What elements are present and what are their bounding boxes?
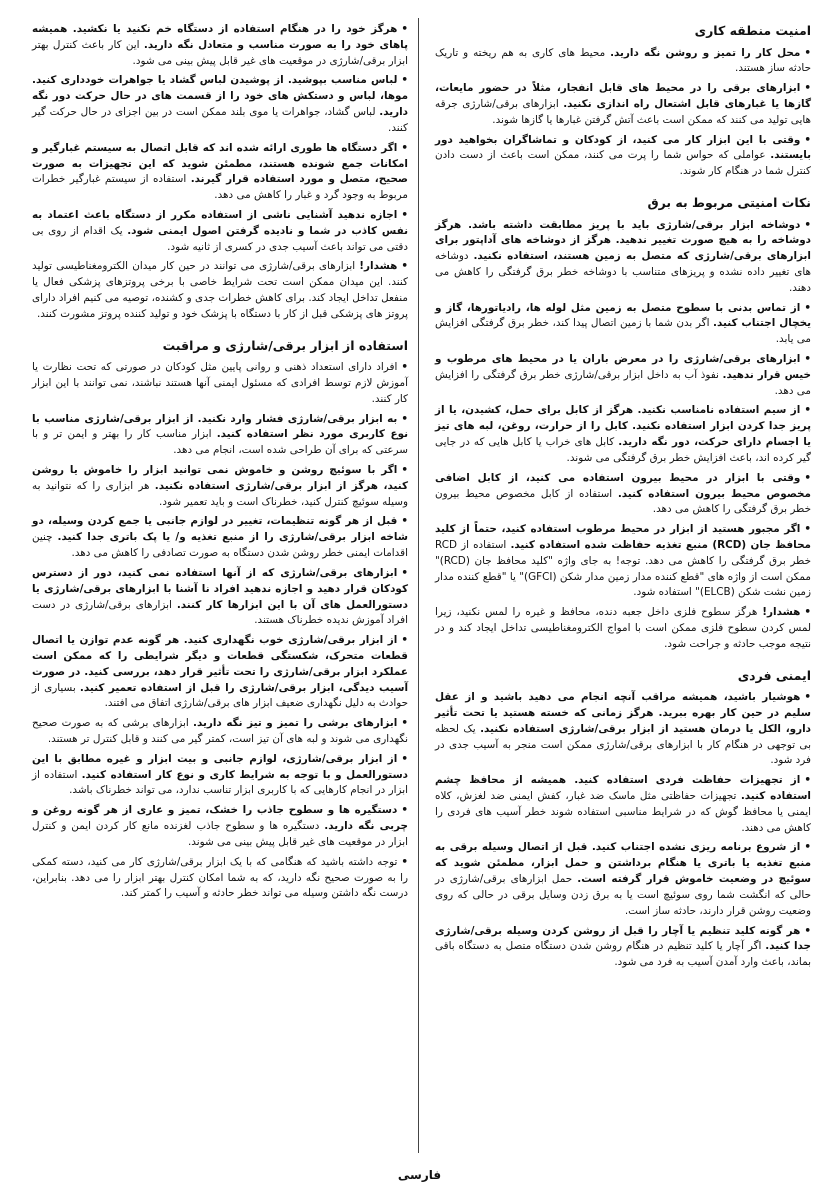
bullet-icon: • bbox=[401, 752, 408, 765]
bullet-text: این کار باعث کنترل بهتر ابزار برقی/شارژی در موقعیت های غیر قابل پیش بینی می شود. bbox=[32, 38, 408, 67]
bullet-bold-text: اگر دستگاه ها طوری ارائه شده اند که قابل اتصال به سیستم غبارگیر و امکانات جمع شونده هستند، مطمئن شوید که این تجهیزات به صورت صحیح، متصل و مورد استفاده قرار گیرند. bbox=[32, 141, 408, 186]
bullet-item bbox=[435, 522, 811, 601]
column-divider bbox=[418, 18, 419, 1153]
bullet-text: ابزارهای برقی/شارژی در دست افراد آموزش ندیده خطرناک هستند. bbox=[32, 598, 408, 627]
bullet-item bbox=[32, 514, 408, 561]
bullet-icon: • bbox=[401, 717, 408, 730]
bullet-icon: • bbox=[804, 606, 811, 619]
bullet-icon: • bbox=[804, 218, 811, 231]
bullet-item bbox=[435, 352, 811, 399]
bullet-bold-text: وقتی با ابزار در محیط بیرون استفاده می کنید، از کابل اضافی مخصوص محیط بیرون استفاده کنید. bbox=[435, 471, 811, 500]
bullet-icon: • bbox=[401, 804, 408, 817]
bullet-icon: • bbox=[401, 566, 408, 579]
bullet-icon: • bbox=[804, 404, 811, 417]
bullet-icon: • bbox=[804, 841, 811, 854]
section bbox=[435, 22, 811, 180]
section bbox=[435, 667, 811, 971]
bullet-text: ابزار مناسب کار را بهتر و ایمن تر و با سرعتی که برای آن طراحی شده است، انجام می دهد. bbox=[32, 428, 408, 457]
bullet-text: هرگز سطوح فلزی داخل جعبه دنده، محافظ و غیره را لمس نکنید، زیرا لمس کردن سطوح فلزی ممکن است با امواج الکترومغناطیسی تداخل ایجاد کند و در نتیجه موجب حادثه و جراحت شود. bbox=[435, 606, 811, 650]
bullet-bold-text: از تماس بدنی با سطوح متصل به زمین مثل لوله ها، رادیاتورها، گاز و یخچال اجتناب کنید. bbox=[435, 301, 811, 330]
bullet-text: استفاده از سیستم غبارگیر خطرات مربوط به وجود گرد و غبار را کاهش می دهد. bbox=[32, 173, 408, 202]
bullet-text: استفاده از ابزار در انجام کارهایی که با کاربری ابزار تناسب ندارد، می تواند خطرناک باشد. bbox=[32, 768, 408, 797]
bullet-bold-text: اگر مجبور هستید از ابزار در محیط مرطوب استفاده کنید، حتماً از کلید محافظ جان (RCD) منبع تغذیه حفاظت شده استفاده کنید. bbox=[435, 523, 811, 551]
bullet-text: افراد دارای استعداد ذهنی و روانی پایین مثل کودکان در صورتی که تحت نظارت یا آموزش لازم توسط افرادی که مسئول ایمنی آنها هستند نباشند، نمی توانند با این ابزار کار کنند. bbox=[32, 361, 408, 405]
bullet-item bbox=[435, 605, 811, 652]
bullet-item bbox=[435, 46, 811, 78]
bullet-text: کابل های خراب یا کابل هایی که در جایی گیر کرده اند، باعث افزایش خطر برق گرفتگی می شوند. bbox=[435, 436, 811, 464]
bullet-icon: • bbox=[401, 208, 408, 221]
bullet-bold-text: وقتی با این ابزار کار می کنید، از کودکان و تماشاگران بخواهید دور بایستند. bbox=[435, 133, 811, 162]
bullet-bold-text: هر گونه کلید تنظیم یا آچار را قبل از روشن کردن وسیله برقی/شارژی جدا کنید. bbox=[435, 924, 811, 953]
bullet-item bbox=[32, 259, 408, 322]
section bbox=[32, 337, 408, 903]
bullet-bold-text: دستگیره ها و سطوح جاذب را خشک، تمیز و عاری از هر گونه روغن و چربی نگه دارید. bbox=[32, 804, 408, 833]
bullet-icon: • bbox=[401, 855, 408, 868]
bullet-text: استفاده از RCD خطر برق گرفتگی را کاهش می دهد. توجه! به جای واژه "کلید محافظ جان (RCD)" ممکن است از واژه های "قطع کننده مدار زمین مدار شکن (GFCI)" یا "قطع کننده مدار زمین نشت شکن (ELCB)" استفاده شود. bbox=[435, 538, 811, 599]
bullet-icon: • bbox=[804, 353, 811, 365]
bullet-bold-text: هشدار! bbox=[762, 606, 801, 619]
section bbox=[435, 194, 811, 653]
bullet-text: ابزارهای برقی/شارژی می توانند در حین کار میدان الکترومغناطیسی تولید کنند. این میدان ممکن است تحت شرایط خاصی با برخی پروتزهای پزشکی فعال یا منفعل تداخل ایجاد کند. برای کاهش خطرات جدی و کشنده، توصیه می کنیم افراد دارای پروتز های پزشکی قبل از کار با دستگاه با پزشک خود و تولید کننده پروتز مشورت کنند. bbox=[32, 260, 408, 320]
bullet-text: ابزارهای برقی/شارژی جرقه هایی تولید می کنند که ممکن است باعث آتش گرفتن غبارها یا گازها شوند. bbox=[435, 97, 811, 126]
bullet-item bbox=[32, 633, 408, 712]
bullet-item bbox=[435, 81, 811, 128]
bullet-text: یک اقدام از روی بی دقتی می تواند باعث آسیب جدی در کسری از ثانیه شود. bbox=[32, 224, 408, 253]
bullet-item bbox=[435, 840, 811, 919]
bullet-bold-text: لباس مناسب بپوشید. از پوشیدن لباس گشاد یا جواهرات خودداری کنید. موها، لباس و دستکش های خود را از قسمت های در حال حرکت دور نگه دارید. bbox=[32, 74, 408, 119]
bullet-bold-text: ابزارهای برقی را در محیط های قابل انفجار، مثلاً در حضور مایعات، گازها یا غبارهای قابل اشتعال راه اندازی نکنید. bbox=[435, 82, 812, 110]
bullet-icon: • bbox=[401, 515, 408, 528]
bullet-item bbox=[32, 208, 408, 255]
bullet-text: توجه داشته باشید که هنگامی که با یک ابزار برقی/شارژی کار می کنید، دسته کمکی را به صورت صحیح نگه دارید، که به شما امکان کنترل بهتر ابزار را می دهد. بنابراین، درست نگه داشتن وسیله می تواند خطر حادثه و آسیب را کمتر کند. bbox=[32, 855, 408, 900]
language-footer: فارسی bbox=[397, 1168, 442, 1182]
bullet-icon: • bbox=[401, 23, 408, 35]
bullet-bold-text: از ابزار برقی/شارژی خوب نگهداری کنید. هر گونه عدم توازن یا اتصال قطعات متحرک، شکستگی قطعات و دیگر شرایطی را که ممکن است عملکرد ابزار برقی/شارژی را تحت تأثیر قرار دهد، بررسی کنید. در صورت آسیب دیدگی، ابزار برقی/شارژی را قبل از استفاده تعمیر کنید. bbox=[32, 634, 409, 694]
bullet-item bbox=[32, 803, 408, 850]
bullet-text: تجهیزات حفاظتی مثل ماسک ضد غبار، کفش ایمنی ضد لغزش، کلاه ایمنی یا محافظ گوش که در شرایط مناسبی استفاده شوند خطر آسیب های فردی را کاهش می دهند. bbox=[435, 790, 811, 834]
bullet-item bbox=[435, 301, 811, 348]
bullet-icon: • bbox=[804, 471, 811, 484]
bullet-text: لباس گشاد، جواهرات یا موی بلند ممکن است در بین اجزای در حال حرکت گیر کنند. bbox=[32, 106, 408, 134]
bullet-text: بسیاری از حوادث به دلیل نگهداری ضعیف ابزار های برقی/شارژی اتفاق می افتند. bbox=[32, 681, 408, 710]
bullet-text: دوشاخه های تغییر داده نشده و پریزهای متناسب با دوشاخه خطر برق گرفتگی را کاهش می دهند. bbox=[435, 250, 811, 294]
bullet-item bbox=[32, 412, 408, 459]
bullet-item bbox=[435, 690, 811, 769]
bullet-item bbox=[32, 716, 408, 748]
bullet-item bbox=[32, 360, 408, 407]
right-column bbox=[435, 22, 811, 985]
bullet-icon: • bbox=[804, 46, 811, 59]
bullet-bold-text: دوشاخه ابزار برقی/شارژی باید با پریز مطابقت داشته باشد. هرگز دوشاخه را به هیچ صورت تغییر ندهید. هرگز از دوشاخه های آداپتور برای ابزارهای برقی/شارژی که متصل به زمین هستند، استفاده نکنید. bbox=[435, 218, 811, 263]
bullet-text: هر ابزاری را که نتوانید به وسیله سوئیچ کنترل کنید، خطرناک است و باید تعمیر شود. bbox=[32, 479, 408, 508]
bullet-bold-text: قبل از هر گونه تنظیمات، تغییر در لوازم جانبی یا جمع کردن وسیله، دو شاخه ابزار برقی/شارژی را از منبع تغذیه و/ یا پک باتری جدا کنید. bbox=[32, 515, 408, 544]
bullet-item bbox=[435, 773, 811, 836]
bullet-icon: • bbox=[804, 133, 811, 146]
bullet-item bbox=[32, 855, 408, 902]
bullet-item bbox=[32, 566, 408, 629]
bullet-icon: • bbox=[401, 412, 408, 425]
bullet-item bbox=[435, 471, 811, 518]
bullet-item bbox=[435, 218, 811, 297]
bullet-item bbox=[32, 463, 408, 510]
bullet-bold-text: هوشیار باشید، همیشه مراقب آنچه انجام می دهید باشید و از عقل سلیم در حین کار بهره ببرید. هرگز زمانی که خسته هستید یا تحت تأثیر دارو، الکل یا درمان هستید از ابزار برقی/شارژی استفاده نکنید. bbox=[435, 691, 812, 735]
bullet-text: محیط های کاری به هم ریخته و تاریک حادثه ساز هستند. bbox=[435, 46, 811, 75]
bullet-bold-text: هشدار! bbox=[359, 260, 398, 273]
bullet-text: دستگیره ها و سطوح جاذب لغزنده مانع کار کردن ایمن و کنترل ابزار در موقعیت های غیر قابل پیش بینی می شوند. bbox=[32, 820, 408, 848]
bullet-icon: • bbox=[804, 82, 811, 95]
left-column bbox=[32, 22, 408, 916]
bullet-item bbox=[32, 73, 408, 136]
bullet-item bbox=[32, 22, 408, 69]
bullet-bold-text: هرگز خود را در هنگام استفاده از دستگاه خم نکنید یا نکشید. همیشه پاهای خود را به صورت مناسب و متعادل نگه دارید. bbox=[32, 23, 408, 51]
bullet-bold-text: اگر با سوئیچ روشن و خاموش نمی توانید ابزار را خاموش یا روشن کنید، هرگز از ابزار برقی/شارژی استفاده نکنید. bbox=[32, 464, 408, 492]
bullet-icon: • bbox=[804, 924, 811, 937]
section-heading: امنیت منطقه کاری bbox=[694, 23, 811, 38]
section-heading: نکات امنیتی مربوط به برق bbox=[647, 195, 811, 210]
bullet-text: اگر بدن شما با زمین اتصال پیدا کند، خطر برق گرفتگی افزایش می یابد. bbox=[435, 317, 811, 346]
bullet-bold-text: اجازه ندهید آشنایی ناشی از استفاده مکرر از دستگاه باعث اعتماد به نفس کاذب در شما و نادیده گرفتن اصول ایمنی شود. bbox=[32, 208, 408, 237]
bullet-icon: • bbox=[401, 361, 408, 374]
section-heading: استفاده از ابزار برقی/شارژی و مراقبت bbox=[162, 337, 408, 353]
bullet-icon: • bbox=[401, 141, 408, 154]
bullet-icon: • bbox=[804, 301, 811, 314]
bullet-bold-text: ابزارهای برشی را تمیز و تیز نگه دارید. bbox=[193, 717, 398, 730]
bullet-icon: • bbox=[401, 634, 408, 647]
bullet-item bbox=[435, 133, 811, 180]
bullet-bold-text: از ابزار برقی/شارژی، لوازم جانبی و بیت ابزار و غیره مطابق با این دستورالعمل و با توجه به شرایط کاری و نوع کار استفاده کنید. bbox=[32, 752, 408, 781]
bullet-bold-text: از تجهیزات حفاظت فردی استفاده کنید. همیشه از محافظ چشم استفاده کنید. bbox=[435, 774, 811, 802]
bullet-item bbox=[435, 924, 811, 971]
bullet-text: ابزارهای برشی که به صورت صحیح نگهداری می شوند و لبه های آن تیز است، کمتر گیر می کنند و قابل کنترل تر هستند. bbox=[32, 717, 408, 745]
section-heading: ایمنی فردی bbox=[737, 667, 811, 683]
bullet-icon: • bbox=[804, 691, 811, 704]
bullet-bold-text: از سیم استفاده نامناسب نکنید. هرگز از کابل برای حمل، کشیدن، یا از پریز جدا کردن ابزار استفاده نکنید. کابل را از حرارت، روغن، لبه های تیز یا اجسام دارای حرکت، دور نگه دارید. bbox=[435, 404, 812, 449]
bullet-icon: • bbox=[804, 774, 811, 787]
section bbox=[32, 22, 408, 323]
bullet-bold-text: ابزارهای برقی/شارژی که از آنها استفاده نمی کنید، دور از دسترس کودکان قرار دهید و اجازه ندهید افراد نا آشنا با ابزارهای برقی/شارژی یا دستورالعمل های آن با این ابزارها کار کنند. bbox=[32, 566, 408, 611]
bullet-item bbox=[435, 403, 811, 466]
bullet-text: استفاده از کابل مخصوص محیط بیرون خطر برق گرفتگی را کاهش می دهد. bbox=[435, 487, 811, 516]
bullet-item bbox=[32, 141, 408, 204]
bullet-bold-text: از شروع برنامه ریزی نشده اجتناب کنید. قبل از اتصال وسیله برقی به منبع تغذیه یا باتری یا هنگام برداشتن و حمل ابزار، مطمئن شوید که سوئیچ در وضعیت خاموش قرار گرفته است. bbox=[435, 841, 811, 886]
bullet-bold-text: ابزارهای برقی/شارژی را در معرض باران یا در محیط های مرطوب و خیس قرار ندهید. bbox=[435, 353, 811, 381]
bullet-text: چنین اقدامات ایمنی خطر روشن شدن دستگاه به صورت تصادفی را کاهش می دهد. bbox=[32, 531, 408, 560]
bullet-bold-text: محل کار را تمیز و روشن نگه دارید. bbox=[610, 46, 801, 59]
bullet-text: عواملی که حواس شما را پرت می کنند، ممکن است باعث از دست دادن کنترل شما در هنگام کار شوند. bbox=[435, 149, 811, 178]
bullet-icon: • bbox=[804, 523, 811, 536]
bullet-icon: • bbox=[401, 74, 408, 87]
bullet-item bbox=[32, 752, 408, 799]
bullet-icon: • bbox=[401, 260, 408, 273]
bullet-text: حمل ابزارهای برقی/شارژی در حالی که انگشت شما روی سوئیچ است یا به برق زدن وسایل برقی در حالی که روی وضعیت روشن قرار دارند، حادثه ساز است. bbox=[435, 873, 811, 917]
bullet-icon: • bbox=[401, 464, 408, 476]
bullet-bold-text: به ابزار برقی/شارژی فشار وارد نکنید. از ابزار برقی/شارژی مناسب با نوع کاربری مورد نظر استفاده کنید. bbox=[32, 412, 408, 441]
bullet-text: اگر آچار یا کلید تنظیم در هنگام روشن شدن دستگاه متصل به دستگاه باقی بماند، باعث وارد آمدن آسیب به فرد می شود. bbox=[435, 940, 811, 969]
bullet-text: یک لحظه بی توجهی در هنگام کار با ابزارهای برقی/شارژی ممکن است منجر به آسیب جدی در فرد شود. bbox=[435, 722, 811, 767]
bullet-text: نفوذ آب به داخل ابزار برقی/شارژی خطر برق گرفتگی را افزایش می دهد. bbox=[435, 368, 811, 397]
